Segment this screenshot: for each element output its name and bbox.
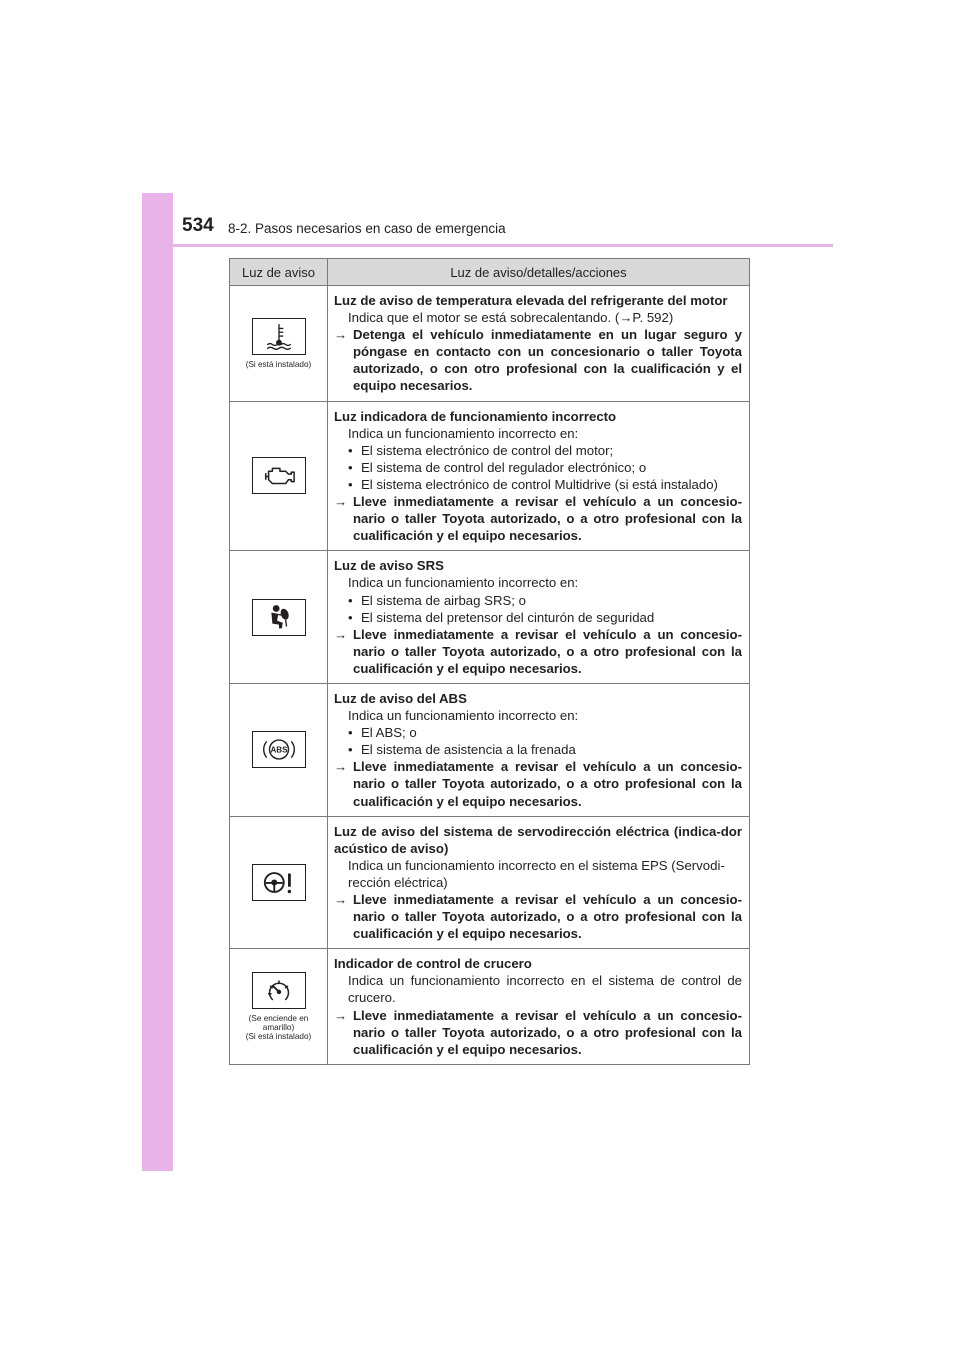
row-action — [334, 493, 742, 544]
bullet-item: • El sistema de asistencia a la frenada — [348, 742, 576, 758]
header-rule — [173, 244, 833, 247]
action-text: Lleve inmediatamente a revisar el vehículo a un concesio-nario o taller Toyota autorizado, o a otro profesional con la cualificación y el equipo necesarios. — [353, 759, 742, 809]
abs-icon-label: ABS — [270, 745, 287, 755]
icon-cell — [230, 551, 328, 684]
row-title: Indicador de control de crucero — [334, 956, 532, 972]
power-steering-icon — [252, 864, 306, 901]
table-row — [230, 401, 750, 551]
details-cell — [328, 949, 750, 1065]
arrow-icon: → — [334, 759, 348, 775]
icon-note: amarillo) — [262, 1022, 295, 1032]
check-engine-icon — [252, 457, 306, 494]
arrow-icon: → — [334, 327, 348, 343]
bullet-item: • El sistema electrónico de control del motor; — [348, 442, 614, 458]
bullet-item: • El sistema de airbag SRS; o — [348, 592, 526, 608]
details-cell — [328, 286, 750, 402]
row-description: Indica un funcionamiento incorrecto en el sistema de control de crucero. — [348, 973, 742, 1006]
row-description: Indica un funcionamiento incorrecto en: — [348, 425, 579, 441]
header-details: Luz de aviso/detalles/acciones — [328, 259, 750, 286]
arrow-icon: → — [334, 626, 348, 642]
table-row — [230, 551, 750, 684]
details-cell — [328, 551, 750, 684]
icon-cell — [230, 286, 328, 402]
row-title: Luz de aviso del ABS — [334, 690, 467, 706]
details-cell — [328, 401, 750, 551]
row-action — [334, 758, 742, 809]
details-cell — [328, 816, 750, 949]
bullet-item: • El sistema del pretensor del cinturón de seguridad — [348, 609, 655, 625]
section-title: 8-2. Pasos necesarios en caso de emergencia — [228, 221, 506, 236]
row-description: Indica un funcionamiento incorrecto en el sistema EPS (Servodi-rección eléctrica) — [348, 857, 725, 890]
bullet-item: • El sistema electrónico de control Multidrive (si está instalado) — [348, 476, 718, 492]
warning-lights-table — [229, 258, 750, 1065]
row-action — [334, 1007, 742, 1058]
row-title: Luz indicadora de funcionamiento incorrecto — [334, 408, 617, 424]
table-row — [230, 683, 750, 816]
icon-cell — [230, 683, 328, 816]
action-text: Lleve inmediatamente a revisar el vehículo a un concesio-nario o taller Toyota autorizado, o a otro profesional con la cualificación y el equipo necesarios. — [353, 892, 742, 942]
icon-note: (Si está instalado) — [245, 359, 312, 369]
srs-airbag-icon — [252, 599, 306, 636]
details-cell — [328, 683, 750, 816]
abs-icon — [252, 731, 306, 768]
row-description: Indica que el motor se está sobrecalentando. (→P. 592) — [348, 310, 674, 326]
bullet-item: • El ABS; o — [348, 725, 417, 741]
row-action — [334, 891, 742, 942]
icon-note: (Se enciende en — [248, 1013, 309, 1023]
page-number: 534 — [182, 215, 214, 236]
icon-cell — [230, 816, 328, 949]
cruise-control-icon — [252, 972, 306, 1009]
row-description: Indica un funcionamiento incorrecto en: — [348, 575, 579, 591]
table-row — [230, 816, 750, 949]
icon-note: (Si está instalado) — [245, 1032, 312, 1042]
icon-cell — [230, 401, 328, 551]
table-row — [230, 286, 750, 402]
row-title: Luz de aviso SRS — [334, 558, 444, 574]
action-text: Lleve inmediatamente a revisar el vehículo a un concesio-nario o taller Toyota autorizado, o a otro profesional con la cualificación y el equipo necesarios. — [353, 626, 742, 676]
arrow-icon: → — [334, 1007, 348, 1023]
action-text: Lleve inmediatamente a revisar el vehículo a un concesio-nario o taller Toyota autorizado, o a otro profesional con la cualificación y el equipo necesarios. — [353, 1007, 742, 1057]
table-row — [230, 949, 750, 1065]
header-warning-light: Luz de aviso — [230, 259, 328, 286]
icon-cell — [230, 949, 328, 1065]
row-description: Indica un funcionamiento incorrecto en: — [348, 708, 579, 724]
action-text: Lleve inmediatamente a revisar el vehículo a un concesio-nario o taller Toyota autorizado, o a otro profesional con la cualificación y el equipo necesarios. — [353, 494, 742, 544]
table-header-row — [230, 259, 750, 286]
row-action — [334, 626, 742, 677]
arrow-icon: → — [334, 892, 348, 907]
bullet-item: • El sistema de control del regulador electrónico; o — [348, 459, 647, 475]
row-action — [334, 326, 742, 394]
row-title: Luz de aviso de temperatura elevada del refrigerante del motor — [334, 293, 728, 308]
arrow-icon: → — [334, 494, 348, 510]
coolant-temperature-icon — [252, 318, 306, 355]
row-title: Luz de aviso del sistema de servodirección eléctrica (indica-dor acústico de aviso) — [334, 823, 742, 856]
action-text: Detenga el vehículo inmediatamente en un lugar seguro y póngase en contacto con un concesionario o taller Toyota autorizado, o con otro profesional con la cualificación y el equipo necesarios. — [353, 327, 742, 394]
chapter-tab-strip — [142, 193, 173, 1171]
